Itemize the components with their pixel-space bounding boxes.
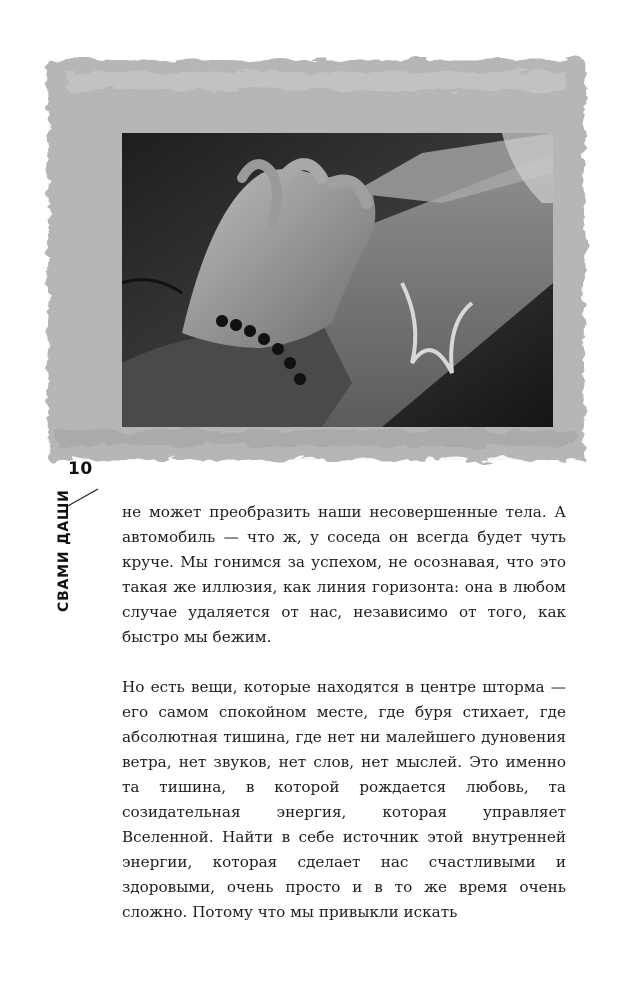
body-text <box>122 500 566 925</box>
paragraph: не может преобразить наши несовершенные тела. А автомобиль — что ж, у соседа он всегда будет чуть круче. Мы гонимся за успехом, не осознавая, что это такая же иллюзия, как линия горизонта: она в любом случае удаляется от нас, независимо от того, как быстро мы бежим. <box>122 503 566 646</box>
running-head-author: СВАМИ ДАШИ <box>56 489 72 612</box>
hand-on-stone-photo <box>122 133 553 427</box>
paragraph: Но есть вещи, которые находятся в центре шторма — его самом спокойном месте, где буря стихает, где абсолютная тишина, где нет ни малейшего дуновения ветра, нет звуков, нет слов, нет мыслей. Это именно та тишина, в которой рождается любовь, та созидательная энергия, которая управляет Вселенной. Найти в себе источник этой внутренней энергии, которая сделает нас счастливыми и здоровыми, очень просто и в то же время очень сложно. Потому что мы привыкли искать <box>122 678 566 921</box>
page-number: 10 <box>68 459 93 479</box>
